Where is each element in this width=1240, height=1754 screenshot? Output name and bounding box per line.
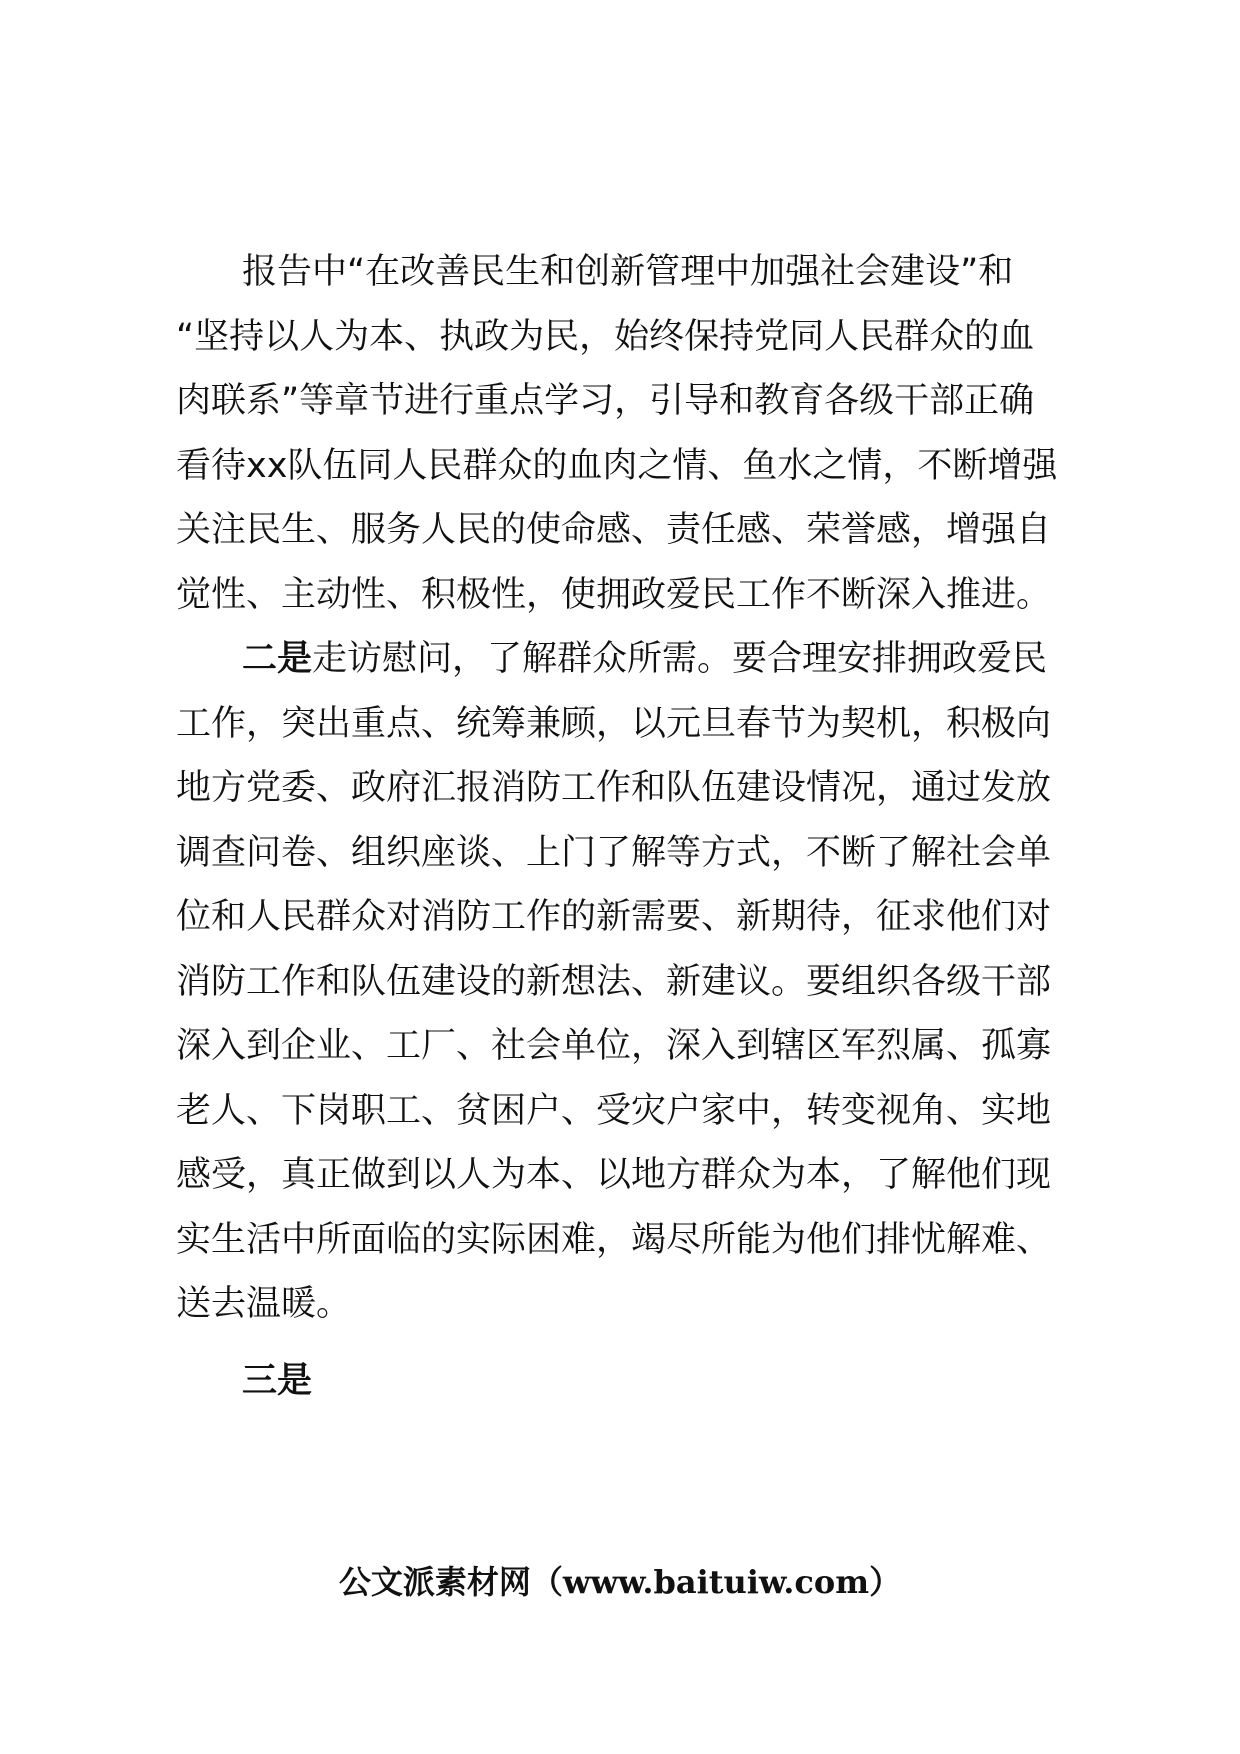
paragraph-line: 位和人民群众对消防工作的新需要、新期待，征求他们对 — [176, 897, 1052, 937]
paragraph-gap — [176, 1337, 1086, 1349]
paragraph-line: 实生活中所面临的实际困难，竭尽所能为他们排忧解难、 — [176, 1219, 1052, 1260]
section-3-heading: 三是 — [242, 1360, 313, 1401]
paragraph-line: “坚持以人为本、执政为民，始终保持党同人民群众的血 — [176, 316, 1035, 357]
section-2-first-line — [176, 627, 1086, 692]
section-2-heading: 二是 — [242, 639, 313, 679]
paragraph-line: 调查问卷、组织座谈、上门了解等方式，不断了解社会单 — [176, 832, 1052, 873]
page-footer: 公文派素材网（www.baituiw.com） — [338, 1563, 902, 1601]
paragraph-line: 觉性、主动性、积极性，使拥政爱民工作不断深入推进。 — [176, 574, 1052, 615]
paragraph-line: 看待xx队伍同人民群众的血肉之情、鱼水之情，不断增强 — [176, 445, 1058, 486]
section-2-first-text: 走访慰问，了解群众所需。要合理安排拥政爱民 — [312, 639, 1048, 679]
paragraph-line: 感受，真正做到以人为本、以地方群众为本，了解他们现 — [176, 1155, 1052, 1195]
document-body — [176, 240, 1086, 1413]
paragraph-line: 工作，突出重点、统筹兼顾，以元旦春节为契机，积极向 — [176, 703, 1052, 744]
paragraph-line: 送去温暖。 — [176, 1284, 352, 1324]
paragraph-line: 地方党委、政府汇报消防工作和队伍建设情况，通过发放 — [176, 768, 1052, 808]
paragraph-line: 肉联系”等章节进行重点学习，引导和教育各级干部正确 — [176, 381, 1035, 421]
paragraph-line: 消防工作和队伍建设的新想法、新建议。要组织各级干部 — [176, 961, 1052, 1002]
paragraph-line: 老人、下岗职工、贫困户、受灾户家中，转变视角、实地 — [176, 1090, 1052, 1131]
paragraph-line: 关注民生、服务人民的使命感、责任感、荣誉感，增强自 — [176, 510, 1052, 550]
paragraph-line: 报告中“在改善民生和创新管理中加强社会建设”和 — [242, 252, 1014, 292]
paragraph-line: 深入到企业、工厂、社会单位，深入到辖区军烈属、孤寡 — [176, 1026, 1052, 1066]
